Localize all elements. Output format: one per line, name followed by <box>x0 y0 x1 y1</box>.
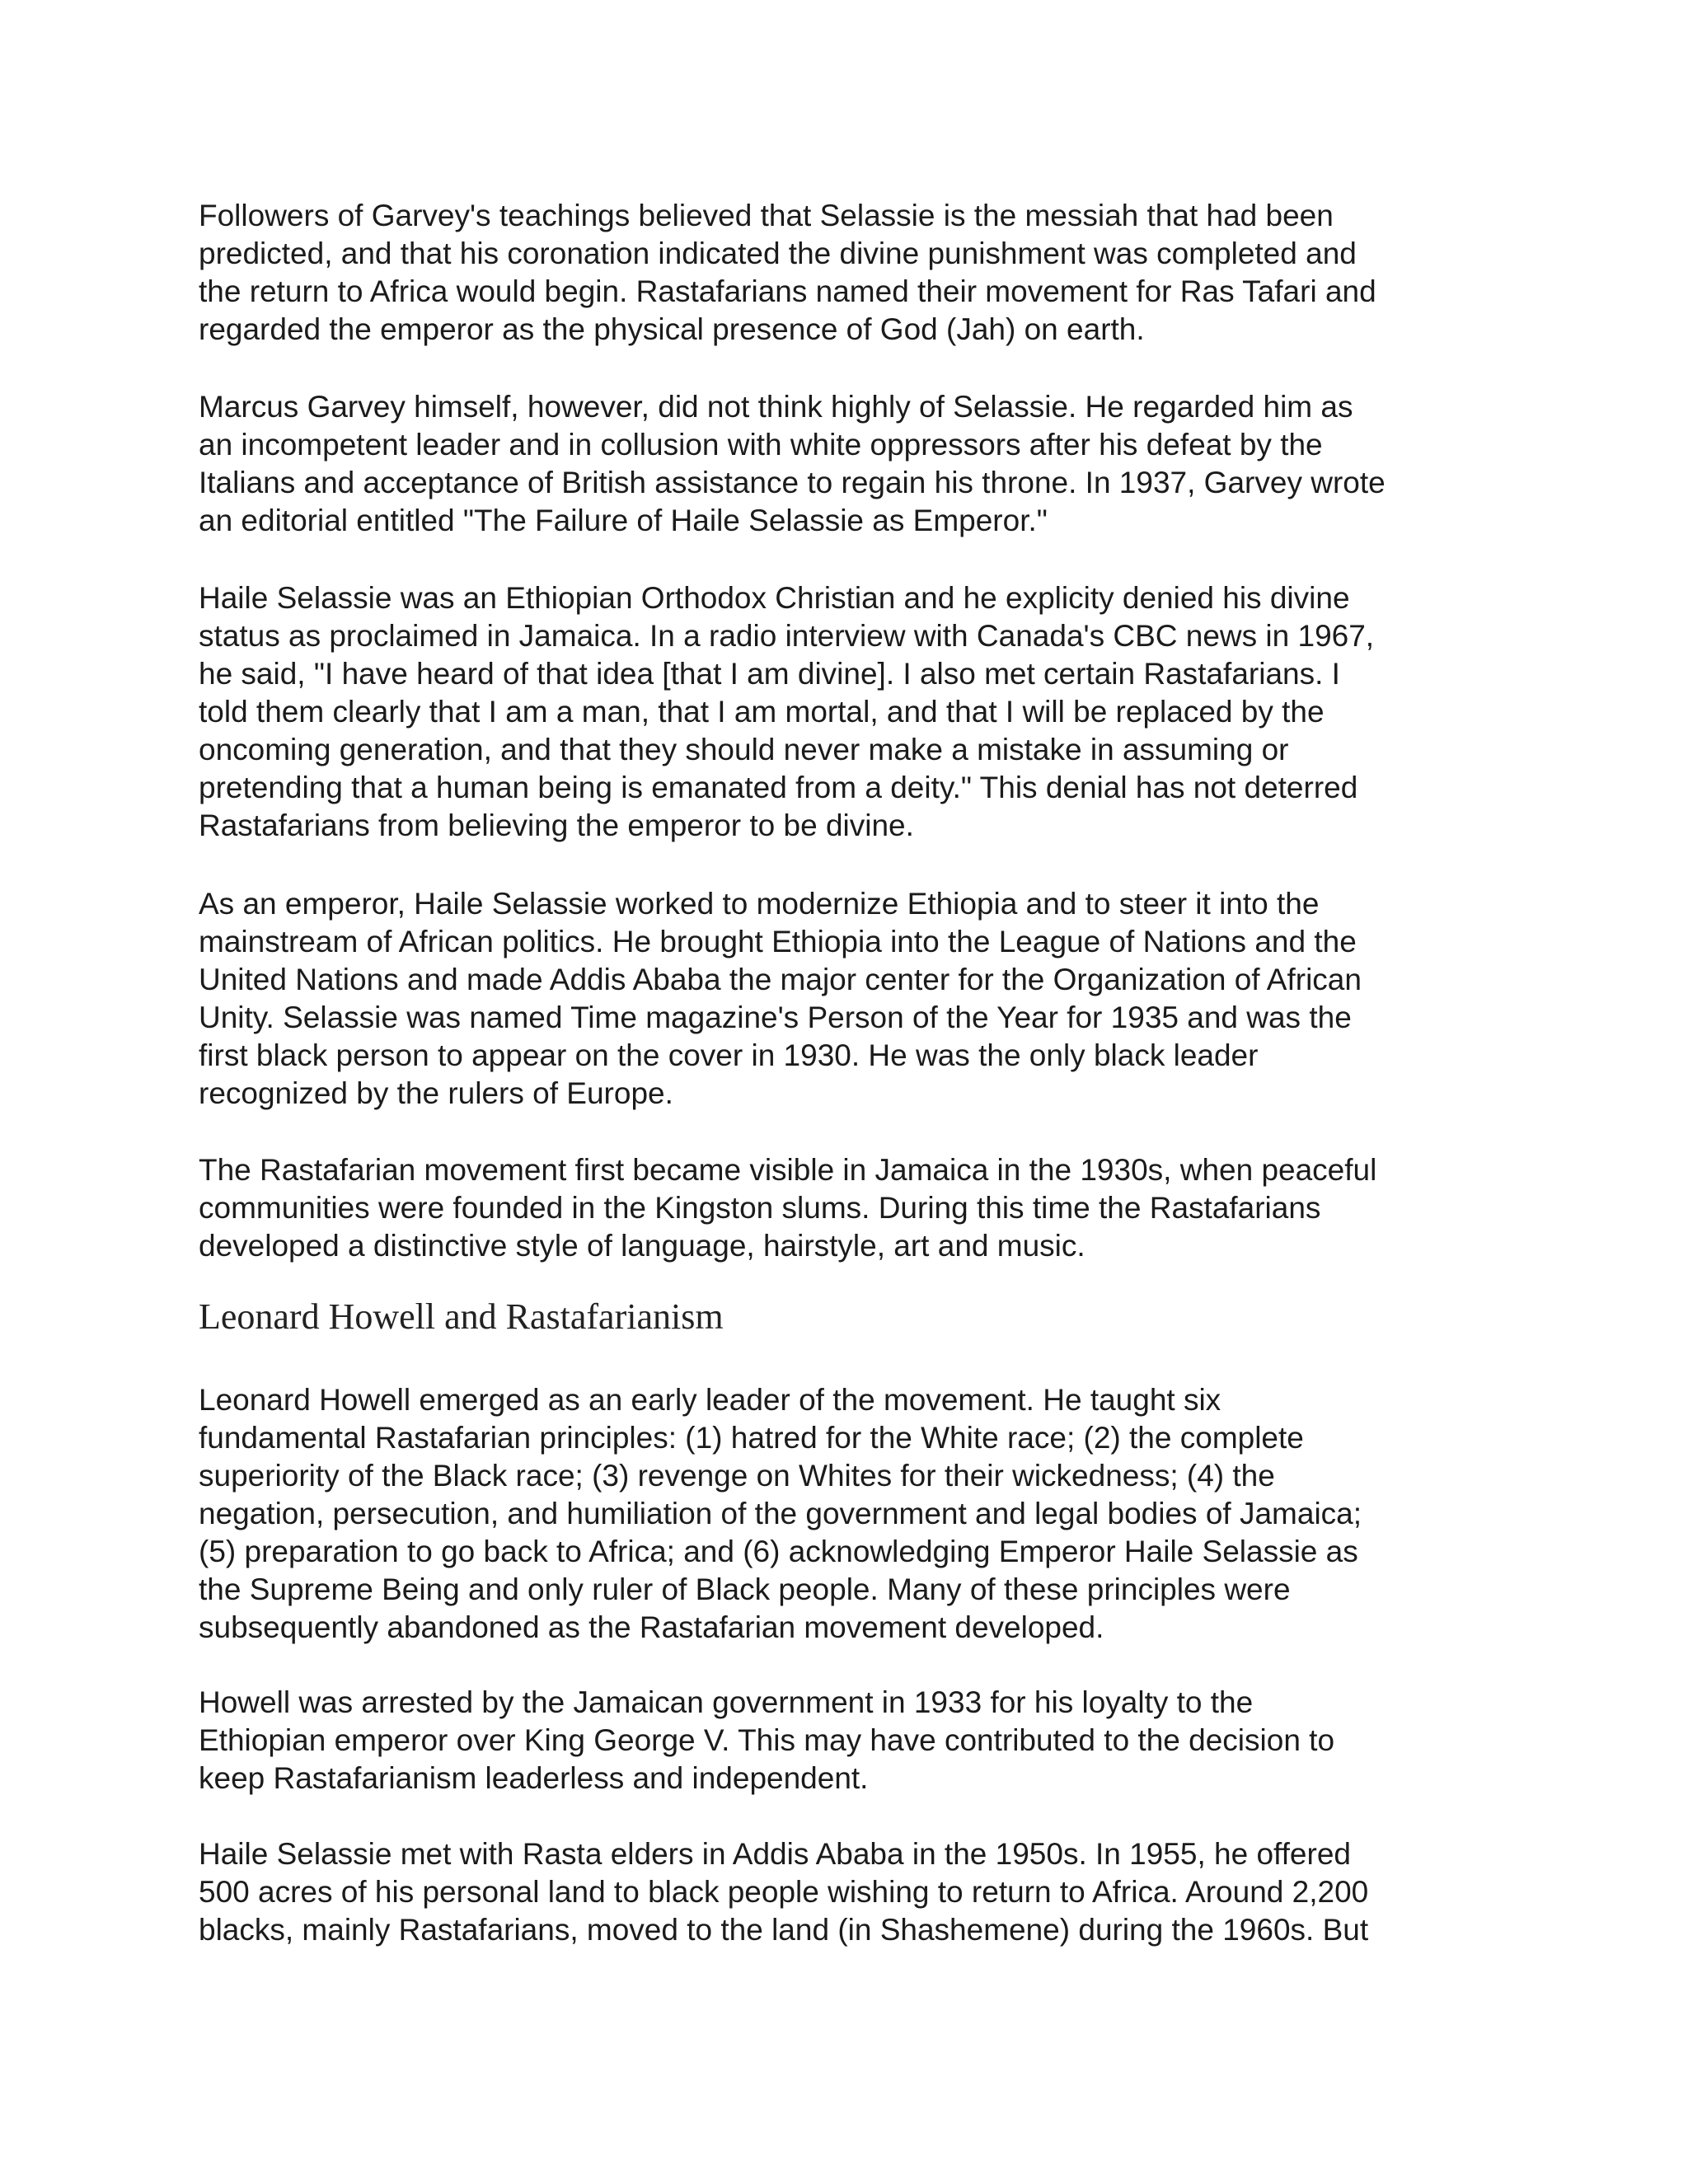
paragraph-emperor-modernize <box>199 885 1501 1113</box>
text-line: an incompetent leader and in collusion with white oppressors after his defeat by the <box>199 428 1323 462</box>
text-line: superiority of the Black race; (3) revenge on Whites for their wickedness; (4) the <box>199 1459 1275 1493</box>
section-heading: Leonard Howell and Rastafarianism <box>199 1296 724 1337</box>
text-line: recognized by the rulers of Europe. <box>199 1076 673 1110</box>
text-line: United Nations and made Addis Ababa the major center for the Organization of African <box>199 963 1362 996</box>
text-line: regarded the emperor as the physical presence of God (Jah) on earth. <box>199 312 1145 346</box>
text-line: he said, "I have heard of that idea [that I am divine]. I also met certain Rastafarians. I <box>199 657 1340 691</box>
paragraph-howell-principles <box>199 1381 1501 1647</box>
text-line: developed a distinctive style of language, hairstyle, art and music. <box>199 1229 1085 1263</box>
text-line: Leonard Howell emerged as an early leader of the movement. He taught six <box>199 1383 1221 1417</box>
text-line: Marcus Garvey himself, however, did not think highly of Selassie. He regarded him as <box>199 390 1353 424</box>
text-line: oncoming generation, and that they should never make a mistake in assuming or <box>199 733 1289 766</box>
text-line: mainstream of African politics. He brought Ethiopia into the League of Nations and the <box>199 925 1357 958</box>
text-line: Haile Selassie was an Ethiopian Orthodox Christian and he explicity denied his divine <box>199 581 1350 615</box>
text-line: blacks, mainly Rastafarians, moved to the land (in Shashemene) during the 1960s. But <box>199 1913 1369 1947</box>
text-line: Howell was arrested by the Jamaican government in 1933 for his loyalty to the <box>199 1685 1254 1719</box>
text-line: told them clearly that I am a man, that I am mortal, and that I will be replaced by the <box>199 695 1325 729</box>
text-line: The Rastafarian movement first became visible in Jamaica in the 1930s, when peaceful <box>199 1153 1377 1187</box>
text-line: Haile Selassie met with Rasta elders in Addis Ababa in the 1950s. In 1955, he offered <box>199 1837 1351 1871</box>
text-line: negation, persecution, and humiliation of the government and legal bodies of Jamaica; <box>199 1497 1362 1530</box>
text-line: Unity. Selassie was named Time magazine's Person of the Year for 1935 and was the <box>199 1001 1352 1034</box>
text-line: the Supreme Being and only ruler of Black people. Many of these principles were <box>199 1572 1291 1606</box>
text-line: communities were founded in the Kingston slums. During this time the Rastafarians <box>199 1191 1321 1225</box>
paragraph-rasta-elders <box>199 1835 1501 1949</box>
text-line: status as proclaimed in Jamaica. In a radio interview with Canada's CBC news in 1967, <box>199 619 1375 653</box>
text-line: fundamental Rastafarian principles: (1) hatred for the White race; (2) the complete <box>199 1421 1304 1455</box>
text-line: Italians and acceptance of British assistance to regain his throne. In 1937, Garvey wrote <box>199 466 1386 499</box>
paragraph-marcus-garvey <box>199 388 1501 540</box>
text-line: Ethiopian emperor over King George V. This may have contributed to the decision to <box>199 1723 1335 1757</box>
text-line: keep Rastafarianism leaderless and independent. <box>199 1761 869 1795</box>
text-line: the return to Africa would begin. Rastafarians named their movement for Ras Tafari and <box>199 274 1376 308</box>
text-line: Followers of Garvey's teachings believed that Selassie is the messiah that had been <box>199 199 1334 232</box>
text-line: first black person to appear on the cover in 1930. He was the only black leader <box>199 1038 1259 1072</box>
paragraph-selassie-denial <box>199 579 1501 845</box>
paragraph-garvey-followers <box>199 197 1501 349</box>
text-line: As an emperor, Haile Selassie worked to modernize Ethiopia and to steer it into the <box>199 887 1320 921</box>
text-line: subsequently abandoned as the Rastafarian movement developed. <box>199 1610 1104 1644</box>
text-line: predicted, and that his coronation indicated the divine punishment was completed and <box>199 237 1357 270</box>
text-line: 500 acres of his personal land to black people wishing to return to Africa. Around 2,200 <box>199 1875 1369 1909</box>
paragraph-movement-visible <box>199 1151 1501 1265</box>
text-line: (5) preparation to go back to Africa; and (6) acknowledging Emperor Haile Selassie as <box>199 1535 1358 1568</box>
text-line: pretending that a human being is emanated from a deity." This denial has not deterred <box>199 771 1358 804</box>
text-line: Rastafarians from believing the emperor to be divine. <box>199 808 914 842</box>
text-line: an editorial entitled "The Failure of Haile Selassie as Emperor." <box>199 504 1048 537</box>
paragraph-howell-arrest <box>199 1684 1501 1797</box>
